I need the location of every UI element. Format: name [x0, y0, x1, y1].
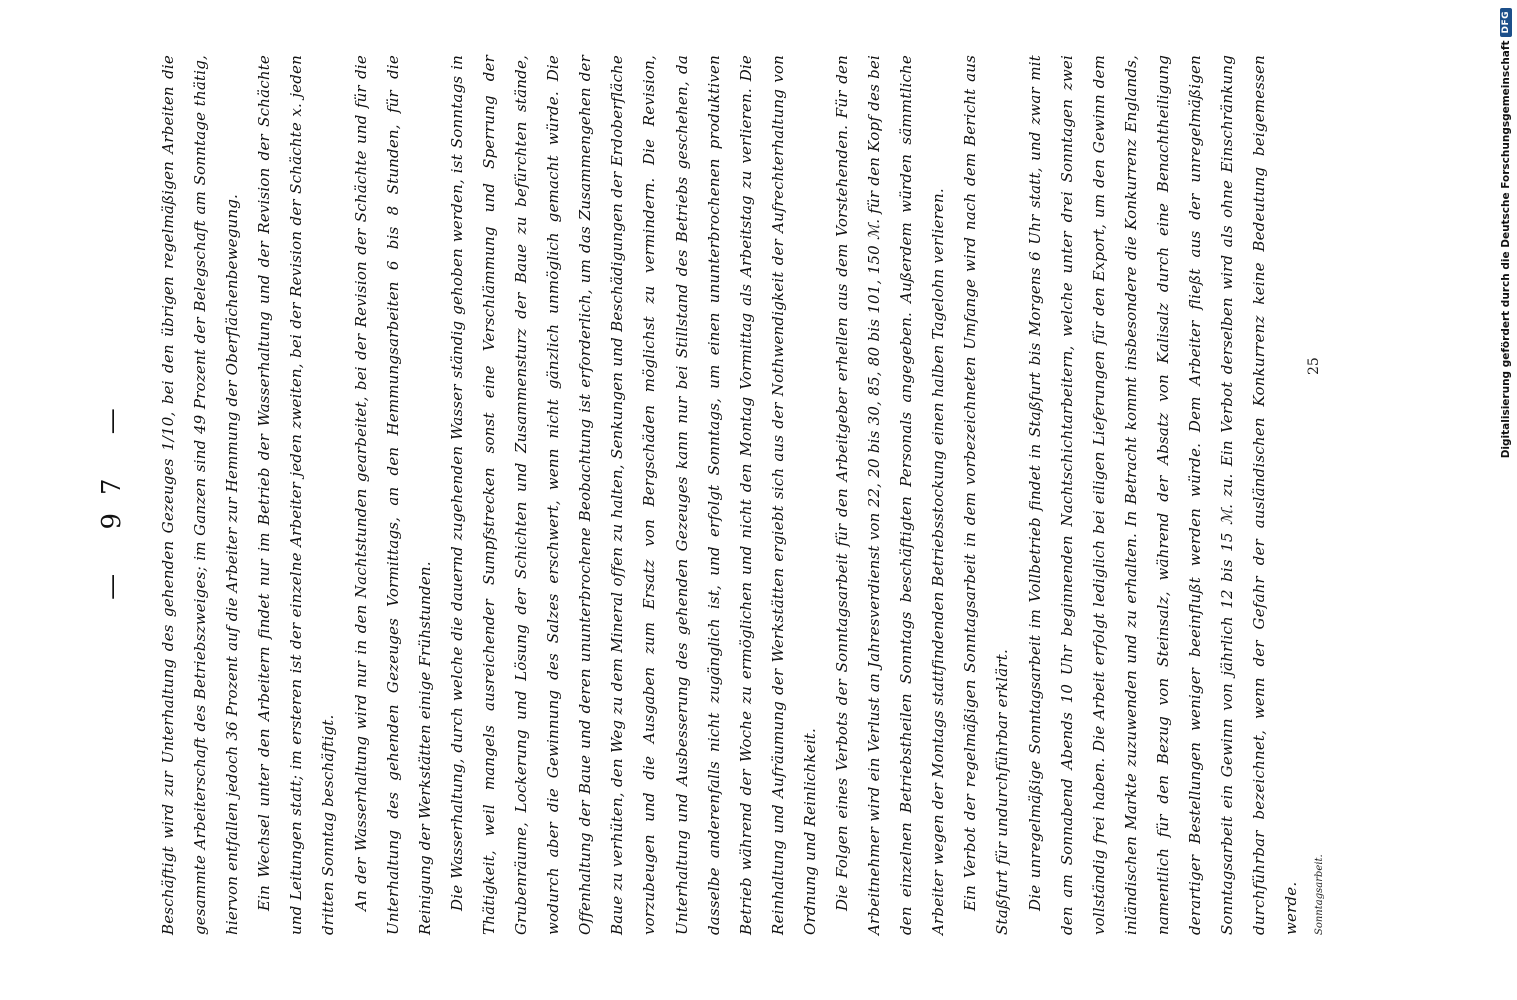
attribution-text: Digitalisierung gefördert durch die Deutsche Forschungsgemeinschaft: [1500, 40, 1512, 459]
funding-attribution: [1495, 8, 1517, 459]
page-number-header: — 97 —: [97, 390, 127, 600]
paragraph-4: Die Wasserhaltung, durch welche die dauernd zugehenden Wasser ständig gehoben werden, ist Sonntags in Thätigkeit, weil mangels ausreichender Sumpfstrecken sonst eine Verschlämmung und Sperrung der Grubenräume, Lockerung und Lösung der Schichten und Zusammensturz der Baue zu befürchten stände, wodurch aber die Gewinnung des Salzes erschwert, wenn nicht gänzlich unmöglich gemacht würde. Die Offenhaltung der Baue und deren ununterbrochene Beobachtung ist erforderlich, um das Zusammengehen der Baue zu verhüten, den Weg zu dem Mineral offen zu halten, Senkungen und Beschädigungen der Erdoberfläche vorzubeugen und die Ausgaben zum Ersatz von Bergschäden möglichst zu vermindern. Die Revision, Unterhaltung und Ausbesserung des gehenden Gezeuges kann nur bei Stillstand des Betriebs geschehen, da dasselbe anderenfalls nicht zugänglich ist, und erfolgt Sonntags, um einen ununterbrochenen produktiven Betrieb während der Woche zu ermöglichen und nicht den Montag Vormittag als Arbeitstag zu verlieren. Die Reinhaltung und Aufräumung der Werkstätten ergiebt sich aus der Nothwendigkeit der Aufrechterhaltung von Ordnung und Reinlichkeit.: [447, 55, 819, 935]
paragraph-1: Beschäftigt wird zur Unterhaltung des gehenden Gezeuges 1/10, bei den übrigen regelmäßigen Arbeiten die gesammte Arbeiterschaft des Betriebszweiges; im Ganzen sind 49 Prozent der Belegschaft am Sonntage thätig, hiervon entfallen jedoch 36 Prozent auf die Arbeiter zur Hemmung der Oberflächenbewegung.: [159, 55, 242, 935]
paragraph-2: Ein Wechsel unter den Arbeitern findet nur im Betrieb der Wasserhaltung und der Revision der Schächte und Leitungen statt; im ersteren ist der einzelne Arbeiter jeden zweiten, bei der Revision der Schächte x. jeden dritten Sonntag beschäftigt.: [255, 55, 338, 935]
signature-mark: 25: [1306, 357, 1322, 375]
paragraph-3: An der Wasserhaltung wird nur in den Nachtstunden gearbeitet, bei der Revision der Schächte und für die Unterhaltung des gehenden Gezeuges Vormittags, an den Hemmungsarbeiten 6 bis 8 Stunden, für die Reinigung der Werkstätten einige Frühstunden.: [351, 55, 434, 935]
footer-catchword: Sonntagsarbeit.: [1314, 854, 1325, 935]
page-footer: [1306, 55, 1344, 935]
page-body: [152, 55, 1301, 935]
dfg-logo-icon: DFG: [1500, 8, 1512, 37]
rotated-document-page: [92, 25, 1392, 965]
paragraph-5: Die Folgen eines Verbots der Sonntagsarbeit für den Arbeitgeber erhellen aus dem Vorstehenden. Für den Arbeitnehmer wird ein Verlust an Jahresverdienst von 22, 20 bis 30, 85, 80 bis 101, 150 ℳ. für den Kopf des bei den einzelnen Betriebstheilen Sonntags beschäftigten Personals angegeben. Außerdem würden sämmtliche Arbeiter wegen der Montags stattfindenden Betriebsstockung einen halben Tagelohn verlieren.: [832, 55, 948, 935]
attribution-row: [1495, 8, 1517, 459]
paragraph-6: Ein Verbot der regelmäßigen Sonntagsarbeit in dem vorbezeichneten Umfange wird nach dem Bericht aus Staßfurt für undurchführbar erklärt.: [961, 55, 1012, 935]
paragraph-7: Die unregelmäßige Sonntagsarbeit im Vollbetrieb findet in Staßfurt bis Morgens 6 Uhr statt, und zwar mit den am Sonnabend Abends 10 Uhr beginnenden Nachtschichtarbeitern, welche unter drei Sonntagen zwei vollständig frei haben. Die Arbeit erfolgt lediglich bei eiligen Lieferungen für den Export, um den Gewinn dem inländischen Markte zuzuwenden und zu erhalten. In Betracht kommt insbesondere die Konkurrenz Englands, namentlich für den Bezug von Steinsalz, während der Absatz von Kalisalz durch eine Benachtheiligung derartiger Bestellungen weniger beeinflußt werden würde. Dem Arbeiter fließt aus der unregelmäßigen Sonntagsarbeit ein Gewinn von jährlich 12 bis 15 ℳ. zu. Ein Verbot derselben wird als ohne Einschränkung durchführbar bezeichnet, wenn der Gefahr der ausländischen Konkurrenz keine Bedeutung beigemessen werde.: [1025, 55, 1301, 935]
